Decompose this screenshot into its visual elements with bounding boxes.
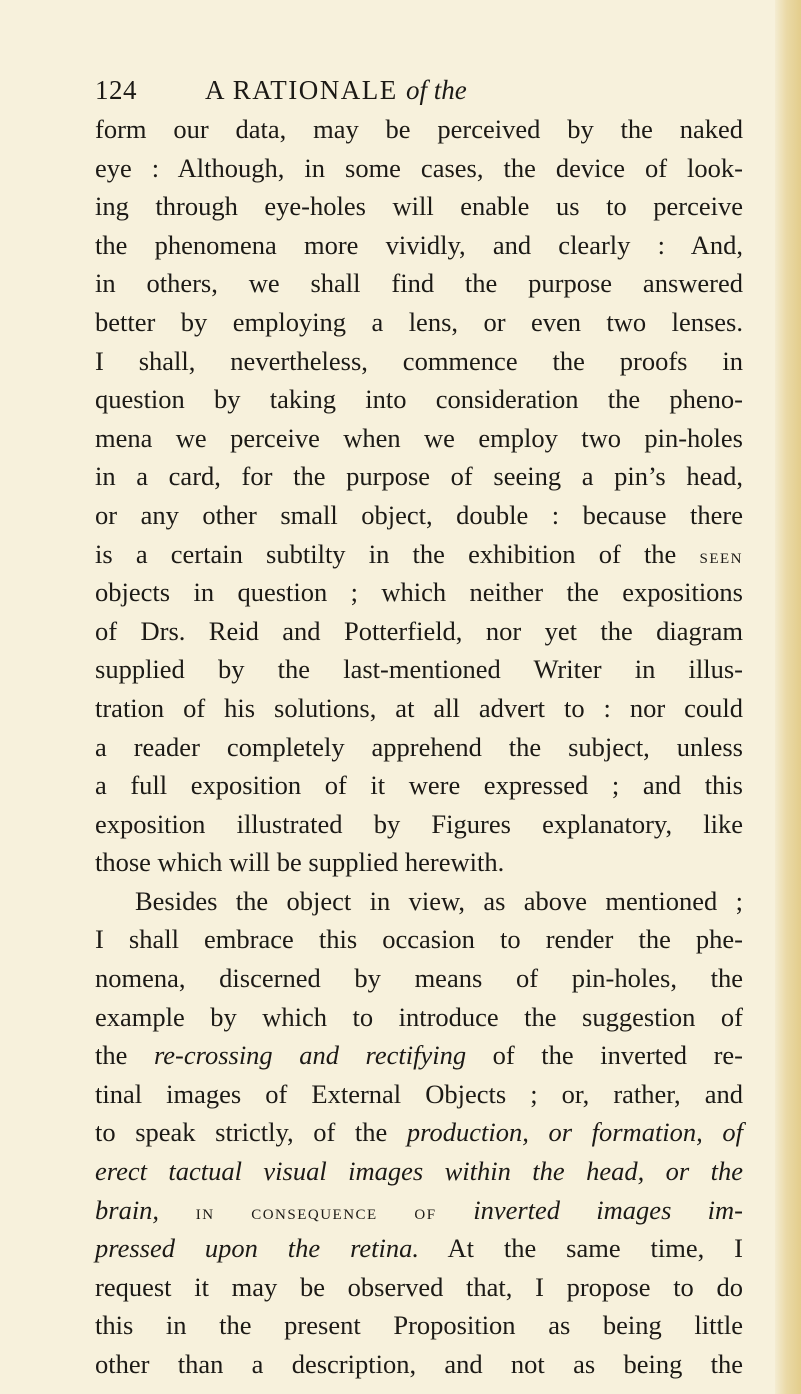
text-line: a reader completely apprehend the subject, unless <box>95 731 743 762</box>
text-line: objects in question ; which neither the expositions <box>95 577 743 608</box>
text-line <box>95 1152 743 1191</box>
text-line: in others, we shall find the purpose answered <box>95 268 743 299</box>
page-number: 124 <box>95 75 137 105</box>
text-line: of Drs. Reid and Potterfield, nor yet the diagram <box>95 615 743 646</box>
text-line: pressed upon the retina. At the same time, I <box>95 1233 743 1264</box>
text-line: mena we perceive when we employ two pin-holes <box>95 422 743 453</box>
text-line: eye : Although, in some cases, the device of look- <box>95 152 743 183</box>
text-line <box>95 1191 743 1230</box>
running-header <box>95 70 695 110</box>
text-line: request it may be observed that, I propose to do <box>95 1271 743 1302</box>
italic-phrase: pressed upon the retina. <box>95 1233 420 1264</box>
text-line: exposition illustrated by Figures explanatory, like <box>95 808 743 839</box>
text-line: is a certain subtilty in the exhibition of the seen <box>95 538 743 569</box>
small-caps-phrase: in consequence of <box>159 1198 474 1224</box>
text-line: question by taking into consideration the pheno- <box>95 384 743 415</box>
text-line-paragraph-end: those which will be supplied herewith. <box>95 847 505 878</box>
italic-phrase: brain, <box>95 1194 160 1225</box>
italic-phrase: re-crossing and rectifying <box>153 1040 467 1071</box>
text-line: or any other small object, double : because there <box>95 499 743 530</box>
text-line: better by employing a lens, or even two lenses. <box>95 306 743 337</box>
running-title: A RATIONALE of the <box>205 75 467 105</box>
text-line: tinal images of External Objects ; or, rather, and <box>95 1078 743 1109</box>
text-line: ing through eye-holes will enable us to perceive <box>95 191 743 222</box>
text-line: nomena, discerned by means of pin-holes, the <box>95 963 743 994</box>
text-line: I shall, nevertheless, commence the proofs in <box>95 345 743 376</box>
text-line: this in the present Proposition as being little <box>95 1310 743 1341</box>
text-line: I shall embrace this occasion to render the phe- <box>95 924 743 955</box>
text-line: the phenomena more vividly, and clearly : And, <box>95 229 743 260</box>
running-title-suffix: of the <box>406 75 467 105</box>
text-line: a full exposition of it were expressed ; and this <box>95 770 743 801</box>
italic-phrase: erect tactual visual images within the head, or the <box>95 1156 743 1187</box>
body-text <box>95 110 743 1384</box>
page-edge-shading <box>775 0 801 1394</box>
text-line: in a card, for the purpose of seeing a pin’s head, <box>95 461 743 492</box>
text-line: example by which to introduce the suggestion of <box>95 1001 743 1032</box>
text-line: other than a description, and not as being the <box>95 1349 743 1379</box>
text-line: tration of his solutions, at all advert to : nor could <box>95 692 743 723</box>
text-line: the re-crossing and rectifying of the inverted re- <box>95 1040 744 1071</box>
italic-phrase: production, or formation, of <box>406 1117 744 1148</box>
text-line-paragraph-start: Besides the object in view, as above mentioned ; <box>135 885 743 916</box>
text-line: form our data, may be perceived by the naked <box>95 114 743 144</box>
small-caps-word: seen <box>699 542 743 568</box>
italic-phrase: inverted images im- <box>473 1194 743 1225</box>
text-line: to speak strictly, of the production, or formation, of <box>95 1117 744 1148</box>
text-line: supplied by the last-mentioned Writer in illus- <box>95 654 743 685</box>
